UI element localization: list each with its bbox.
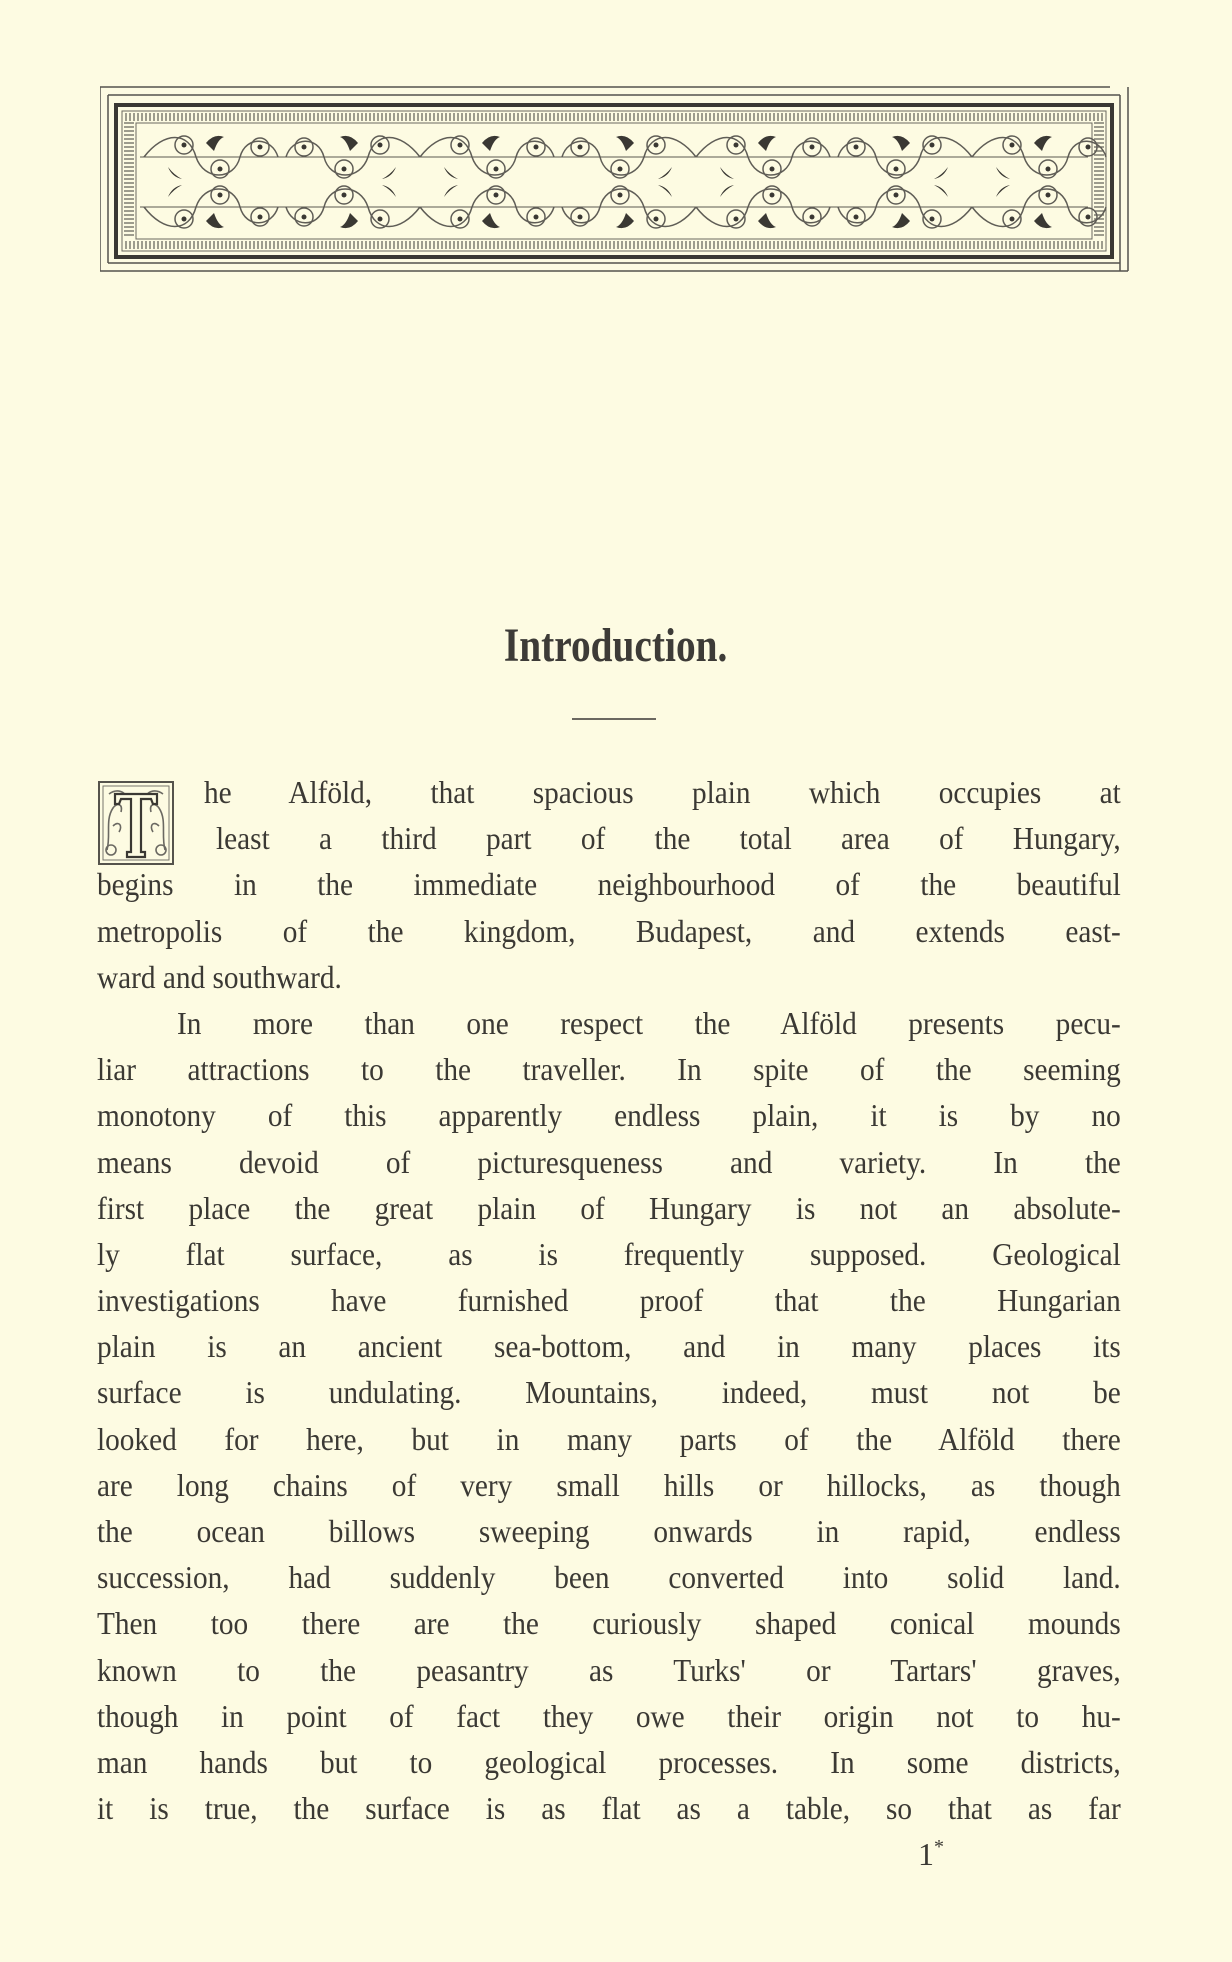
scroll-motif xyxy=(562,136,696,228)
signature-mark: * xyxy=(934,1836,944,1858)
text-line: ly flat surface, as is frequently supposed. Geological xyxy=(97,1236,1121,1272)
page-number xyxy=(918,1836,944,1873)
text-line: least a third part of the total area of Hungary, xyxy=(216,821,1121,857)
scroll-motif xyxy=(144,136,278,228)
text-line: ward and southward. xyxy=(97,959,342,995)
ornamental-headpiece xyxy=(100,85,1132,273)
text-line: metropolis of the kingdom, Budapest, and extends east- xyxy=(97,913,1121,949)
text-line: means devoid of picturesqueness and variety. In the xyxy=(97,1144,1121,1180)
text-line: are long chains of very small hills or hillocks, as though xyxy=(97,1467,1121,1503)
text-line: liar attractions to the traveller. In spite of the seeming xyxy=(97,1052,1121,1088)
chapter-title: Introduction. xyxy=(503,619,728,672)
text-line: man hands but to geological processes. In some districts, xyxy=(97,1744,1121,1780)
scroll-motif xyxy=(972,136,1106,228)
text-line: he Alföld, that spacious plain which occupies at xyxy=(203,775,1121,810)
title-divider xyxy=(572,718,656,720)
text-line: known to the peasantry as Turks' or Tartars' graves, xyxy=(97,1652,1121,1688)
text-line: Then too there are the curiously shaped conical mounds xyxy=(97,1606,1121,1642)
text-line: surface is undulating. Mountains, indeed, must not be xyxy=(97,1375,1121,1411)
text-line: it is true, the surface is as flat as a table, so that as far xyxy=(97,1791,1121,1827)
page-number-value: 1 xyxy=(918,1836,934,1872)
text-line: succession, had suddenly been converted into solid land. xyxy=(97,1560,1121,1596)
scroll-motif xyxy=(838,136,972,228)
scroll-motif xyxy=(286,136,420,228)
text-line: the ocean billows sweeping onwards in rapid, endless xyxy=(97,1514,1121,1549)
text-line: plain is an ancient sea-bottom, and in many places its xyxy=(97,1329,1121,1365)
text-line: though in point of fact they owe their origin not to hu- xyxy=(97,1698,1121,1734)
text-line: monotony of this apparently endless plain, it is by no xyxy=(97,1098,1121,1134)
text-line: investigations have furnished proof that the Hungarian xyxy=(97,1283,1121,1319)
scroll-motif xyxy=(696,136,830,228)
text-line: first place the great plain of Hungary is not an absolute- xyxy=(97,1190,1121,1226)
scroll-motif xyxy=(420,136,554,228)
text-line: looked for here, but in many parts of the Alföld there xyxy=(97,1421,1121,1457)
body-text xyxy=(97,770,1121,1832)
text-line: begins in the immediate neighbourhood of the beautiful xyxy=(97,867,1121,903)
scrollwork-ornament-icon xyxy=(100,85,1132,273)
text-line: In more than one respect the Alföld presents pecu- xyxy=(176,1005,1121,1041)
